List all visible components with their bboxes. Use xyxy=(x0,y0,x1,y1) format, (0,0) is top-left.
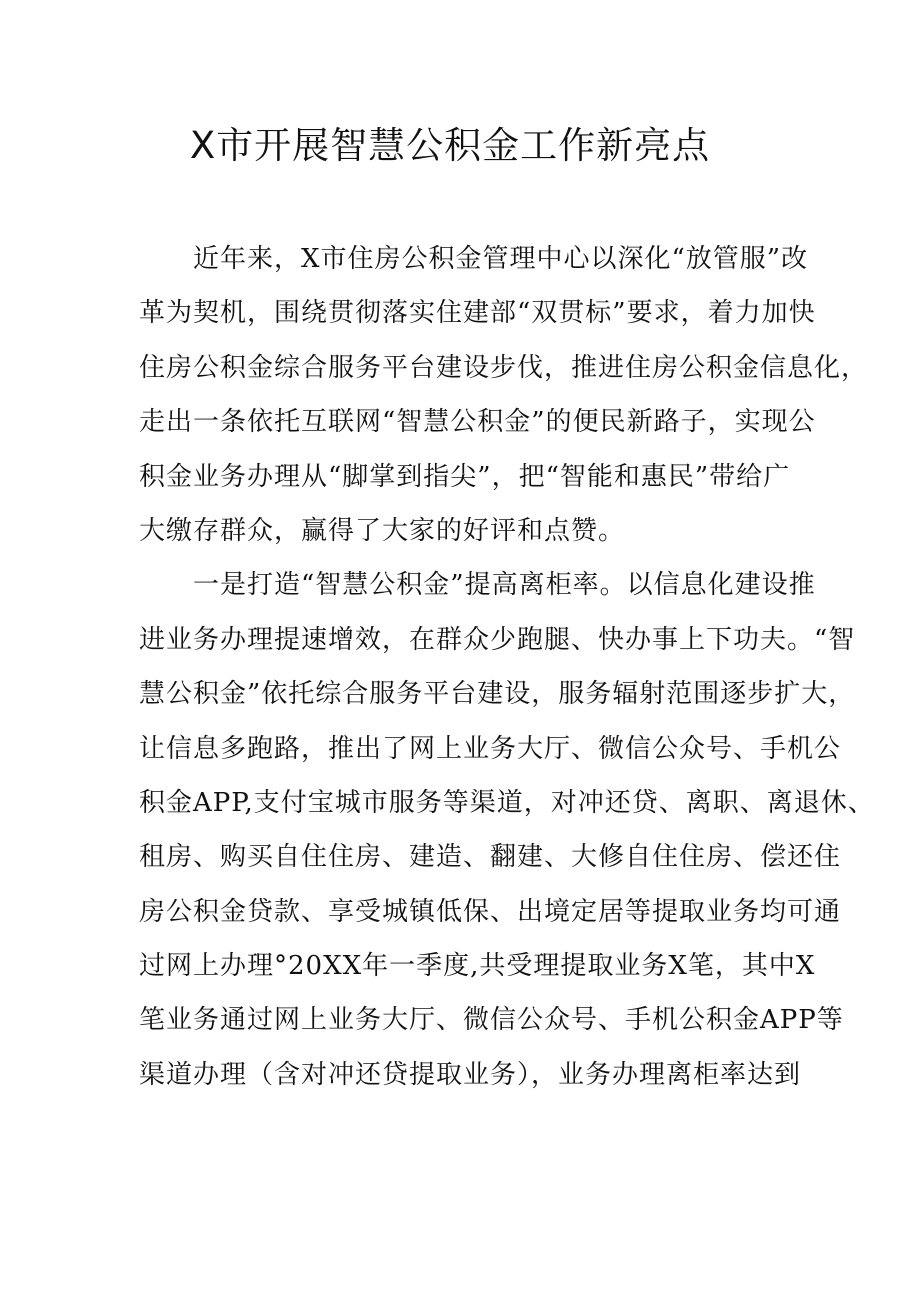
text-line: 积金APP,支付宝城市服务等渠道，对冲还贷、离职、离退休、 xyxy=(139,787,875,818)
document-body xyxy=(139,232,875,1102)
text-line: 住房公积金综合服务平台建设步伐，推进住房公积金信息化， xyxy=(139,352,869,383)
paragraph-intro xyxy=(139,232,869,558)
text-line: 走出一条依托互联网“智慧公积金”的便民新路子，实现公 xyxy=(139,407,816,438)
text-line: 革为契机，围绕贯彻落实住建部“双贯标”要求，着力加快 xyxy=(139,298,816,329)
text-line: 笔业务通过网上业务大厅、微信公众号、手机公积金APP等 xyxy=(139,1005,844,1036)
text-line: 大缴存群众，赢得了大家的好评和点赞。 xyxy=(139,515,626,546)
text-line: 过网上办理°20XX年一季度,共受理提取业务X笔，其中X xyxy=(139,951,816,982)
text-line: 租房、购买自住住房、建造、翻建、大修自住住房、偿还住 xyxy=(139,842,842,873)
text-line: 让信息多跑路，推出了网上业务大厅、微信公众号、手机公 xyxy=(139,733,842,764)
text-line: 一是打造“智慧公积金”提高离柜率。以信息化建设推 xyxy=(193,570,816,601)
text-line: 房公积金贷款、享受城镇低保、出境定居等提取业务均可通 xyxy=(139,896,842,927)
document-title: X市开展智慧公积金工作新亮点 xyxy=(189,124,711,167)
text-line: 渠道办理（含对冲还贷提取业务），业务办理离柜率达到 xyxy=(139,1059,802,1090)
paragraph-point-one xyxy=(139,558,875,1102)
text-line: 进业务办理提速增效，在群众少跑腿、快办事上下功夫。“智 xyxy=(139,624,856,655)
text-line: 积金业务办理从“脚掌到指尖”，把“智能和惠民”带给广 xyxy=(139,461,791,492)
text-line: 近年来，X市住房公积金管理中心以深化“放管服”改 xyxy=(193,244,809,274)
text-line: 慧公积金”依托综合服务平台建设，服务辐射范围逐步扩大， xyxy=(139,679,856,710)
